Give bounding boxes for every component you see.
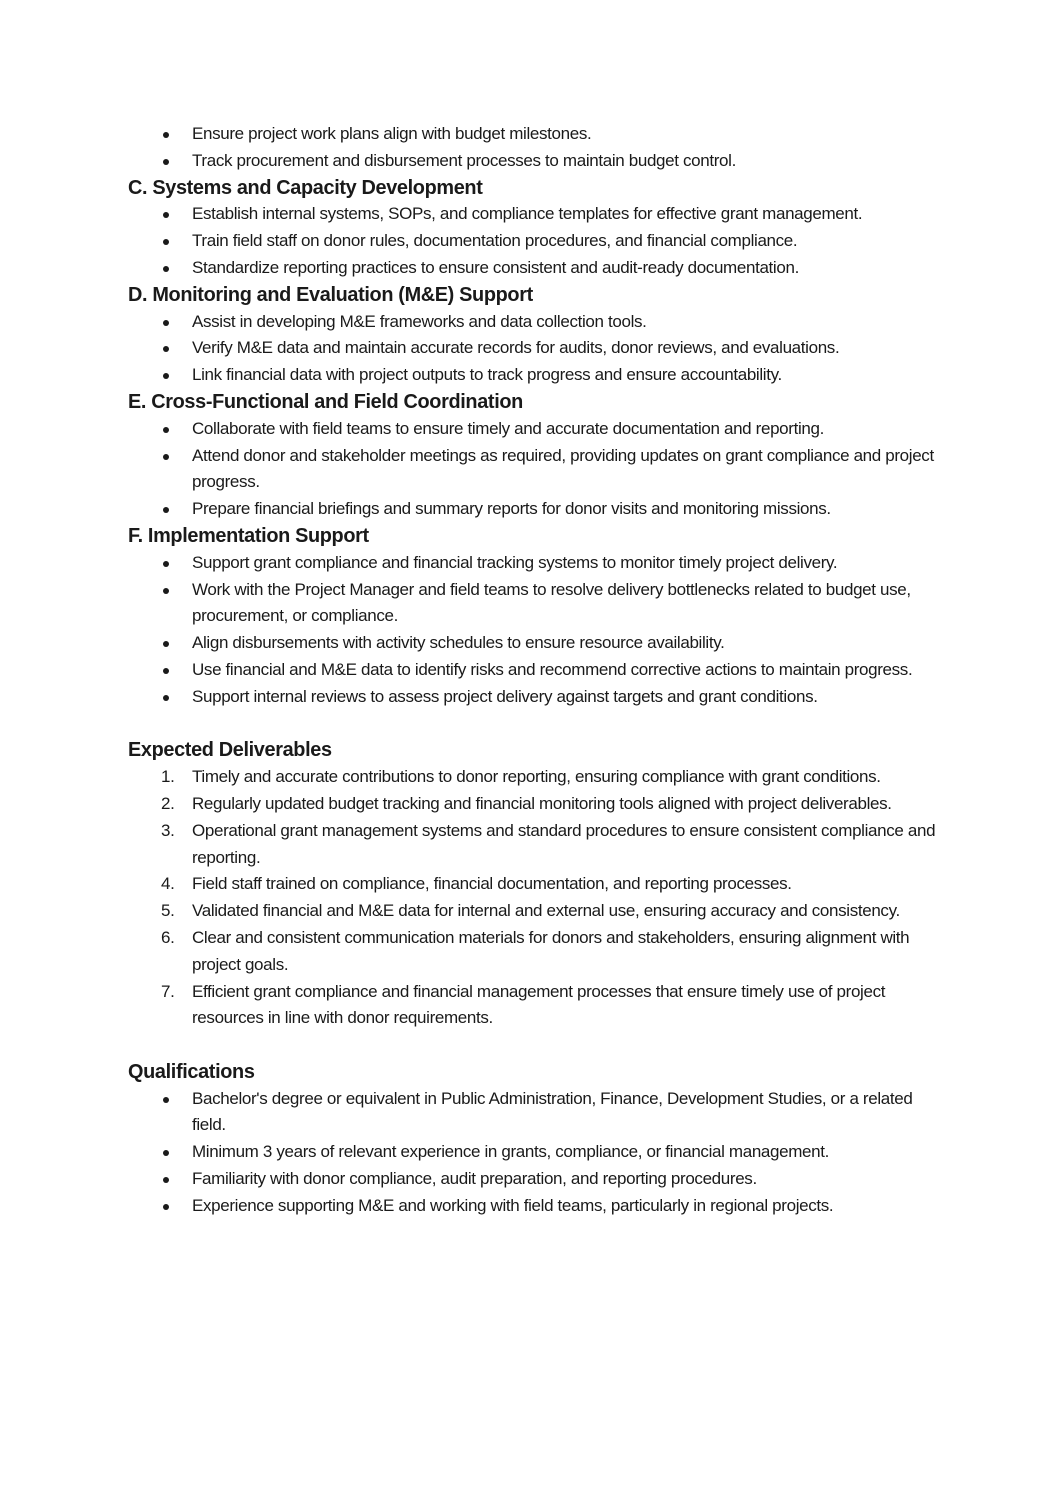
- bullet-icon: [163, 159, 169, 165]
- numbered-item: [128, 818, 938, 872]
- list-item: [128, 684, 938, 711]
- item-number: 1.: [161, 767, 175, 787]
- numbered-item-text: Clear and consistent communication materials for donors and stakeholders, ensuring alignment with project goals.: [192, 927, 910, 974]
- bullet-icon: [163, 320, 169, 326]
- item-number: 2.: [161, 793, 175, 813]
- list-item-text: Minimum 3 years of relevant experience in grants, compliance, or financial management.: [192, 1142, 830, 1162]
- item-number: 7.: [161, 981, 175, 1001]
- list-item: [128, 309, 938, 336]
- bullet-icon: [163, 373, 169, 379]
- bullet-icon: [163, 427, 169, 433]
- list-item: [128, 1166, 938, 1193]
- numbered-item: [128, 898, 938, 925]
- list-item: [128, 443, 938, 497]
- list-item: [128, 1193, 938, 1220]
- section-heading-c: C. Systems and Capacity Development: [128, 176, 483, 199]
- item-number: 6.: [161, 927, 175, 947]
- section-heading-d: D. Monitoring and Evaluation (M&E) Support: [128, 283, 533, 306]
- list-item-text: Standardize reporting practices to ensure consistent and audit-ready documentation.: [192, 257, 799, 277]
- numbered-item-text: Validated financial and M&E data for internal and external use, ensuring accuracy and consistency.: [192, 901, 900, 921]
- bullet-icon: [163, 641, 169, 647]
- qualifications-list: [128, 1086, 938, 1220]
- section-f-list: [128, 550, 938, 711]
- list-item-text: Support grant compliance and financial tracking systems to monitor timely project delivery.: [192, 552, 838, 572]
- numbered-item-text: Field staff trained on compliance, financial documentation, and reporting processes.: [192, 874, 792, 894]
- bullet-icon: [163, 239, 169, 245]
- bullet-icon: [163, 1204, 169, 1210]
- list-item: [128, 496, 938, 523]
- list-item-text: Support internal reviews to assess project delivery against targets and grant conditions.: [192, 686, 818, 706]
- list-item-text: Attend donor and stakeholder meetings as required, providing updates on grant compliance and project progress.: [192, 445, 934, 492]
- list-item: [128, 201, 938, 228]
- list-item: [128, 335, 938, 362]
- list-item-text: Prepare financial briefings and summary reports for donor visits and monitoring missions.: [192, 499, 831, 519]
- bullet-icon: [163, 695, 169, 701]
- bullet-icon: [163, 588, 169, 594]
- list-item: [128, 416, 938, 443]
- list-item-text: Collaborate with field teams to ensure timely and accurate documentation and reporting.: [192, 418, 824, 438]
- bullet-icon: [163, 1097, 169, 1103]
- document-page: [128, 121, 938, 1220]
- list-item: [128, 121, 938, 148]
- section-e-list: [128, 416, 938, 523]
- item-number: 5.: [161, 901, 175, 921]
- bullet-icon: [163, 212, 169, 218]
- list-item: [128, 255, 938, 282]
- numbered-item: [128, 925, 938, 979]
- section-c-list: [128, 201, 938, 281]
- list-item-text: Work with the Project Manager and field teams to resolve delivery bottlenecks related to budget use, procurement, or compliance.: [192, 579, 911, 626]
- list-item: [128, 657, 938, 684]
- bullet-icon: [163, 346, 169, 352]
- numbered-item: [128, 791, 938, 818]
- list-item-text: Establish internal systems, SOPs, and compliance templates for effective grant management.: [192, 204, 863, 224]
- list-item-text: Ensure project work plans align with budget milestones.: [192, 124, 592, 143]
- list-item-text: Verify M&E data and maintain accurate records for audits, donor reviews, and evaluations.: [192, 338, 840, 358]
- deliverables-list: [128, 764, 938, 1032]
- section-heading-f: F. Implementation Support: [128, 524, 369, 547]
- section-d-list: [128, 309, 938, 389]
- bullet-icon: [163, 668, 169, 674]
- bullet-icon: [163, 266, 169, 272]
- numbered-item-text: Operational grant management systems and standard procedures to ensure consistent compliance and reporting.: [192, 820, 936, 867]
- list-item-text: Track procurement and disbursement processes to maintain budget control.: [192, 150, 736, 170]
- list-item-text: Assist in developing M&E frameworks and data collection tools.: [192, 311, 647, 331]
- list-item: [128, 228, 938, 255]
- list-item-text: Link financial data with project outputs to track progress and ensure accountability.: [192, 365, 782, 385]
- bullet-icon: [163, 561, 169, 567]
- bullet-icon: [163, 507, 169, 513]
- numbered-item-text: Regularly updated budget tracking and financial monitoring tools aligned with project deliverables.: [192, 793, 892, 813]
- list-item: [128, 630, 938, 657]
- list-item-text: Familiarity with donor compliance, audit preparation, and reporting procedures.: [192, 1169, 757, 1189]
- bullet-icon: [163, 1177, 169, 1183]
- list-item-text: Use financial and M&E data to identify risks and recommend corrective actions to maintain progress.: [192, 659, 913, 679]
- deliverables-heading: Expected Deliverables: [128, 739, 332, 762]
- item-number: 3.: [161, 820, 175, 840]
- list-item: [128, 1086, 938, 1140]
- list-item: [128, 362, 938, 389]
- numbered-item: [128, 764, 938, 791]
- section-heading-e: E. Cross-Functional and Field Coordination: [128, 390, 523, 413]
- list-item: [128, 550, 938, 577]
- bullet-icon: [163, 454, 169, 460]
- bullet-icon: [163, 132, 169, 138]
- list-item-text: Experience supporting M&E and working with field teams, particularly in regional projects.: [192, 1195, 834, 1215]
- numbered-item-text: Timely and accurate contributions to donor reporting, ensuring compliance with grant conditions.: [192, 767, 881, 787]
- list-item-text: Align disbursements with activity schedules to ensure resource availability.: [192, 633, 725, 653]
- item-number: 4.: [161, 874, 175, 894]
- list-item: [128, 148, 938, 175]
- bullet-icon: [163, 1150, 169, 1156]
- numbered-item: [128, 979, 938, 1033]
- list-item: [128, 577, 938, 631]
- list-item-text: Train field staff on donor rules, documentation procedures, and financial compliance.: [192, 231, 798, 251]
- list-item-text: Bachelor's degree or equivalent in Public Administration, Finance, Development Studies, or a related field.: [192, 1088, 913, 1135]
- section-b-list: [128, 121, 938, 175]
- list-item: [128, 1139, 938, 1166]
- qualifications-heading: Qualifications: [128, 1060, 255, 1083]
- numbered-item: [128, 871, 938, 898]
- numbered-item-text: Efficient grant compliance and financial management processes that ensure timely use of project resources in line with donor requirements.: [192, 981, 886, 1028]
